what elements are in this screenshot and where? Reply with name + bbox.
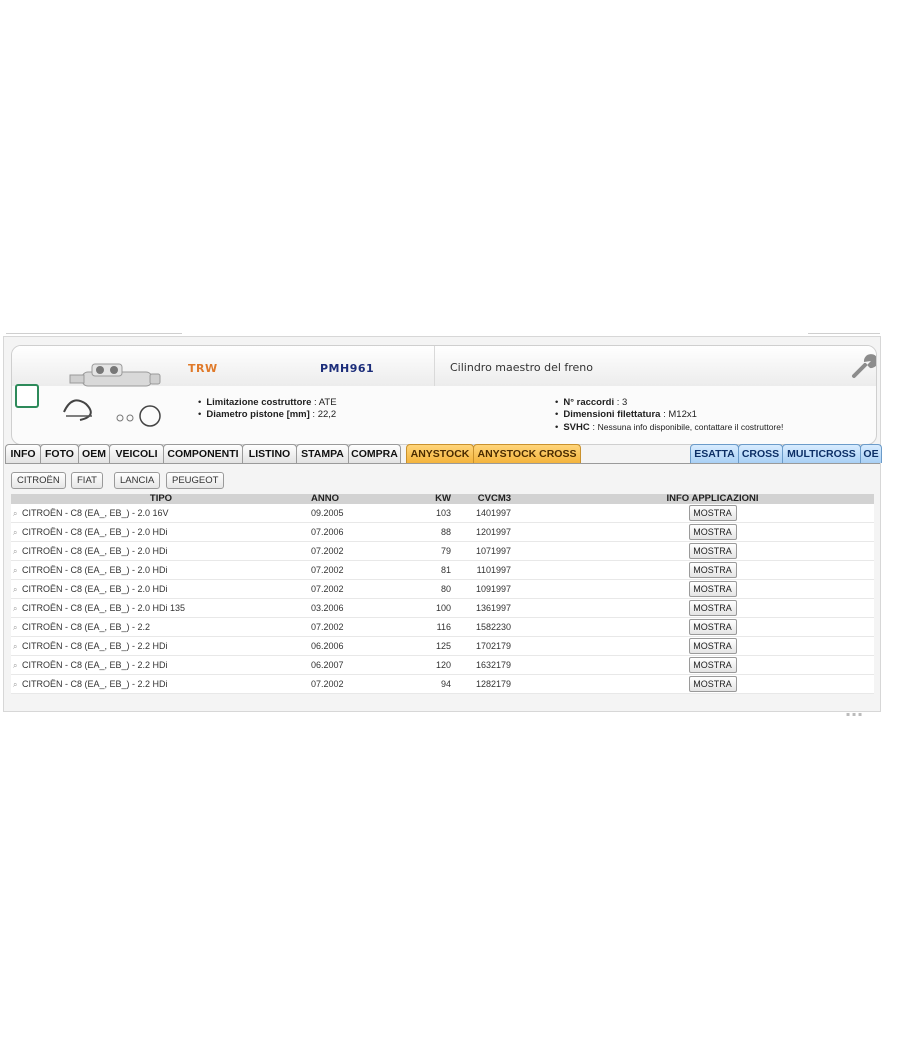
- cell-anno-text: 06.2007: [311, 660, 344, 670]
- attribute-item: • SVHC : Nessuna info disponibile, contattare il costruttore!: [555, 421, 783, 434]
- column-header-tipo[interactable]: TIPO: [11, 494, 311, 504]
- table-row: [11, 561, 874, 580]
- cell-tipo-text: CITROËN - C8 (EA_, EB_) - 2.0 HDi 135: [22, 602, 186, 613]
- cell-tipo[interactable]: [11, 504, 311, 523]
- cell-info-applicazioni: [551, 542, 874, 561]
- attribute-value: Nessuna info disponibile, contattare il costruttore!: [597, 422, 784, 432]
- cell-cm3-text: 2179: [491, 679, 512, 689]
- cell-cm3-text: 2179: [491, 660, 512, 670]
- column-header-info-applicazioni: INFO APPLICAZIONI: [551, 494, 874, 504]
- mostra-button[interactable]: MOSTRA: [689, 581, 737, 597]
- cell-cm3: [491, 561, 551, 580]
- cell-cm3-text: 2179: [491, 641, 512, 651]
- column-header-anno[interactable]: ANNO: [311, 494, 391, 504]
- table-row: [11, 523, 874, 542]
- cell-cv: [451, 580, 491, 599]
- brand-name: TRW: [188, 362, 218, 375]
- search-icon: ⌕: [13, 508, 18, 518]
- cell-tipo-text: CITROËN - C8 (EA_, EB_) - 2.0 HDi: [22, 526, 168, 537]
- attribute-item: • Diametro pistone [mm] : 22,2: [198, 409, 337, 421]
- mostra-button[interactable]: MOSTRA: [689, 619, 737, 635]
- attribute-label: Diametro pistone [mm]: [206, 409, 310, 420]
- cell-cv-text: 163: [475, 660, 491, 670]
- tab-anystock[interactable]: ANYSTOCK: [406, 444, 474, 463]
- cell-cm3: [491, 580, 551, 599]
- cell-anno: [311, 561, 391, 580]
- cell-anno: [311, 580, 391, 599]
- tab-oe[interactable]: OE: [860, 444, 882, 463]
- cell-kw: [391, 656, 451, 675]
- attribute-value: ATE: [318, 397, 337, 408]
- cell-cm3: [491, 637, 551, 656]
- cell-info-applicazioni: [551, 504, 874, 523]
- cell-cv-text: 110: [476, 565, 491, 575]
- tab-componenti[interactable]: COMPONENTI: [163, 444, 243, 463]
- mostra-button[interactable]: MOSTRA: [689, 524, 737, 540]
- attribute-label: Dimensioni filettatura: [563, 409, 661, 420]
- cell-anno-text: 07.2002: [311, 622, 344, 632]
- product-code[interactable]: PMH961: [320, 362, 375, 375]
- tab-oem[interactable]: OEM: [78, 444, 110, 463]
- cell-kw: [391, 523, 451, 542]
- product-description: Cilindro maestro del freno: [450, 361, 594, 374]
- cell-cm3-text: 1997: [491, 565, 512, 575]
- cell-kw-text: 88: [440, 527, 451, 537]
- cell-info-applicazioni: [551, 561, 874, 580]
- attributes-right: [555, 397, 783, 434]
- cell-anno: [311, 637, 391, 656]
- cell-cm3: [491, 504, 551, 523]
- cell-cv-text: 128: [475, 679, 491, 689]
- cell-anno-text: 07.2002: [311, 679, 344, 689]
- cell-cv: [451, 675, 491, 694]
- tab-info[interactable]: INFO: [5, 444, 41, 463]
- cell-kw-text: 81: [440, 565, 451, 575]
- cell-anno-text: 07.2002: [311, 546, 344, 556]
- table-row: [11, 542, 874, 561]
- resize-grip-icon: ▪ ▪ ▪: [846, 711, 863, 718]
- filter-citroen-button[interactable]: CITROËN: [11, 472, 66, 489]
- search-icon: ⌕: [13, 565, 18, 575]
- cell-kw: [391, 561, 451, 580]
- cell-cv: [451, 599, 491, 618]
- table-row: [11, 637, 874, 656]
- mostra-button[interactable]: MOSTRA: [689, 676, 737, 692]
- cell-cv-text: 120: [475, 527, 491, 537]
- header-divider: [434, 346, 435, 386]
- cell-tipo-text: CITROËN - C8 (EA_, EB_) - 2.0 HDi: [22, 564, 168, 575]
- cell-kw: [391, 675, 451, 694]
- tab-bar-line: [5, 463, 880, 464]
- tab-anystock-cross[interactable]: ANYSTOCK CROSS: [473, 444, 581, 463]
- cell-tipo[interactable]: [11, 561, 311, 580]
- attribute-label: SVHC: [563, 422, 590, 433]
- mostra-button[interactable]: MOSTRA: [689, 562, 737, 578]
- table-row: [11, 504, 874, 523]
- cell-tipo[interactable]: [11, 523, 311, 542]
- cell-anno: [311, 523, 391, 542]
- search-icon: ⌕: [13, 622, 18, 632]
- cell-tipo[interactable]: [11, 637, 311, 656]
- attribute-value: M12x1: [668, 409, 697, 420]
- cell-kw: [391, 580, 451, 599]
- cell-cv: [451, 542, 491, 561]
- table-row: [11, 580, 874, 599]
- tab-stampa[interactable]: STAMPA: [296, 444, 349, 463]
- cell-tipo-text: CITROËN - C8 (EA_, EB_) - 2.2 HDi: [22, 659, 168, 670]
- search-icon: ⌕: [13, 546, 18, 556]
- wrench-icon[interactable]: [850, 352, 877, 380]
- cell-cv-text: 136: [475, 603, 491, 613]
- product-card: [11, 345, 877, 445]
- cell-kw-text: 125: [435, 641, 451, 651]
- cell-cv: [451, 637, 491, 656]
- search-icon: ⌕: [13, 641, 18, 651]
- tab-listino[interactable]: LISTINO: [242, 444, 297, 463]
- search-icon: ⌕: [13, 527, 18, 537]
- cell-cm3: [491, 618, 551, 637]
- cell-kw-text: 94: [440, 679, 451, 689]
- filter-fiat-button[interactable]: FIAT: [71, 472, 103, 489]
- column-header-kw[interactable]: KW: [391, 494, 451, 504]
- cell-cm3: [491, 542, 551, 561]
- cell-info-applicazioni: [551, 656, 874, 675]
- cell-kw-text: 103: [435, 508, 451, 518]
- cell-cv: [451, 656, 491, 675]
- cell-cm3: [491, 675, 551, 694]
- attribute-item: • N° raccordi : 3: [555, 397, 783, 409]
- mostra-button[interactable]: MOSTRA: [689, 600, 737, 616]
- cell-tipo-text: CITROËN - C8 (EA_, EB_) - 2.0 HDi: [22, 545, 168, 556]
- cell-tipo[interactable]: [11, 618, 311, 637]
- cell-tipo[interactable]: [11, 542, 311, 561]
- cell-anno-text: 06.2006: [311, 641, 344, 651]
- table-row: [11, 675, 874, 694]
- tab-esatta[interactable]: ESATTA: [690, 444, 739, 463]
- cell-cv-text: 107: [475, 546, 491, 556]
- table-header-row: [11, 494, 874, 504]
- cell-anno-text: 09.2005: [311, 508, 344, 518]
- cell-kw-text: 100: [435, 603, 451, 613]
- cell-kw: [391, 542, 451, 561]
- cell-cm3: [491, 656, 551, 675]
- mostra-button[interactable]: MOSTRA: [689, 543, 737, 559]
- attribute-label: N° raccordi: [563, 397, 615, 408]
- attribute-item: • Limitazione costruttore : ATE: [198, 397, 337, 409]
- cell-tipo-text: CITROËN - C8 (EA_, EB_) - 2.0 HDi: [22, 583, 168, 594]
- filter-peugeot-button[interactable]: PEUGEOT: [166, 472, 224, 489]
- cell-cm3-text: 1997: [491, 527, 512, 537]
- cell-info-applicazioni: [551, 523, 874, 542]
- cell-anno: [311, 542, 391, 561]
- select-checkbox-icon[interactable]: [15, 384, 39, 408]
- top-divider-left: [6, 333, 182, 334]
- cell-tipo-text: CITROËN - C8 (EA_, EB_) - 2.2 HDi: [22, 640, 168, 651]
- brake-master-cylinder-image: [52, 358, 167, 436]
- column-header-cv[interactable]: CV: [451, 494, 491, 504]
- cell-cv: [451, 504, 491, 523]
- cell-cv-text: 109: [475, 584, 491, 594]
- cell-cm3-text: 1997: [491, 603, 512, 613]
- cell-tipo[interactable]: [11, 599, 311, 618]
- mostra-button[interactable]: MOSTRA: [689, 657, 737, 673]
- top-divider-right: [808, 333, 880, 334]
- search-icon: ⌕: [13, 660, 18, 670]
- cell-cm3-text: 2230: [491, 622, 512, 632]
- cell-anno: [311, 599, 391, 618]
- cell-tipo-text: CITROËN - C8 (EA_, EB_) - 2.2: [22, 621, 151, 632]
- cell-info-applicazioni: [551, 580, 874, 599]
- cell-tipo-text: CITROËN - C8 (EA_, EB_) - 2.0 16V: [22, 507, 169, 518]
- cell-tipo[interactable]: [11, 675, 311, 694]
- cell-cv: [451, 618, 491, 637]
- column-header-cm3[interactable]: CM3: [491, 494, 551, 504]
- cell-tipo-text: CITROËN - C8 (EA_, EB_) - 2.2 HDi: [22, 678, 168, 689]
- cell-cm3-text: 1997: [491, 508, 512, 518]
- product-panel: [3, 336, 881, 712]
- cell-cv-text: 140: [475, 508, 491, 518]
- cell-kw-text: 120: [435, 660, 451, 670]
- search-icon: ⌕: [13, 584, 18, 594]
- tab-cross[interactable]: CROSS: [738, 444, 783, 463]
- mostra-button[interactable]: MOSTRA: [689, 638, 737, 654]
- applications-table: [11, 494, 874, 694]
- table-row: [11, 656, 874, 675]
- cell-cv-text: 158: [475, 622, 491, 632]
- cell-kw: [391, 637, 451, 656]
- cell-cm3-text: 1997: [491, 546, 512, 556]
- cell-info-applicazioni: [551, 675, 874, 694]
- cell-anno-text: 03.2006: [311, 603, 344, 613]
- cell-anno: [311, 618, 391, 637]
- attribute-value: 22,2: [317, 409, 337, 420]
- cell-kw-text: 79: [440, 546, 451, 556]
- cell-kw-text: 80: [440, 584, 451, 594]
- cell-info-applicazioni: [551, 599, 874, 618]
- attributes-left: [198, 397, 337, 421]
- cell-anno: [311, 675, 391, 694]
- table-row: [11, 618, 874, 637]
- tab-multicross[interactable]: MULTICROSS: [782, 444, 861, 463]
- attribute-item: • Dimensioni filettatura : M12x1: [555, 409, 783, 421]
- attribute-label: Limitazione costruttore: [206, 397, 312, 408]
- cell-kw-text: 116: [436, 622, 451, 632]
- cell-info-applicazioni: [551, 618, 874, 637]
- tab-bar: [5, 444, 880, 464]
- cell-anno: [311, 504, 391, 523]
- search-icon: ⌕: [13, 679, 18, 689]
- tab-foto[interactable]: FOTO: [40, 444, 79, 463]
- cell-anno-text: 07.2002: [311, 565, 344, 575]
- tab-compra[interactable]: COMPRA: [348, 444, 401, 463]
- tab-veicoli[interactable]: VEICOLI: [109, 444, 164, 463]
- search-icon: ⌕: [13, 603, 18, 613]
- table-body: [11, 504, 874, 694]
- cell-cv-text: 170: [475, 641, 491, 651]
- filter-lancia-button[interactable]: LANCIA: [114, 472, 160, 489]
- cell-kw: [391, 504, 451, 523]
- cell-info-applicazioni: [551, 637, 874, 656]
- cell-cm3: [491, 599, 551, 618]
- cell-anno: [311, 656, 391, 675]
- cell-cv: [451, 523, 491, 542]
- cell-cv: [451, 561, 491, 580]
- cell-anno-text: 07.2002: [311, 584, 344, 594]
- cell-kw: [391, 599, 451, 618]
- attribute-value: 3: [622, 397, 628, 408]
- cell-cm3-text: 1997: [491, 584, 512, 594]
- table-row: [11, 599, 874, 618]
- cell-cm3: [491, 523, 551, 542]
- cell-anno-text: 07.2006: [311, 527, 344, 537]
- cell-kw: [391, 618, 451, 637]
- cell-tipo[interactable]: [11, 580, 311, 599]
- mostra-button[interactable]: MOSTRA: [689, 505, 737, 521]
- cell-tipo[interactable]: [11, 656, 311, 675]
